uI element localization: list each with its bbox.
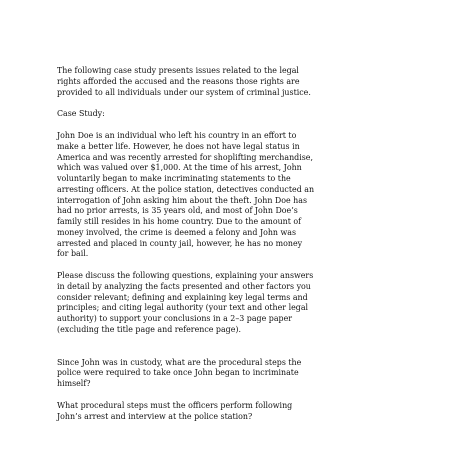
case-line-10: money involved, the crime is deemed a felony and John was <box>57 227 297 237</box>
instructions-line-5: authority) to support your conclusions in a 2–3 page paper <box>57 314 293 323</box>
question-2-line-1: What procedural steps must the officers perform following <box>57 400 293 410</box>
case-line-6: arresting officers. At the police station, detectives conducted an <box>57 184 315 194</box>
case-line-11: arrested and placed in county jail, however, he has no money <box>57 238 303 248</box>
case-line-5: voluntarily began to make incriminating statements to the <box>57 174 291 183</box>
case-line-8: had no prior arrests, is 35 years old, and most of John Doe’s <box>57 206 298 216</box>
instructions-line-1: Please discuss the following questions, explaining your answers <box>57 271 314 280</box>
intro-line-1: The following case study presents issues related to the legal <box>57 66 299 75</box>
case-line-1: John Doe is an individual who left his country in an effort to <box>57 131 297 140</box>
question-1-line-1: Since John was in custody, what are the procedural steps the <box>57 357 302 367</box>
case-study-heading <box>57 109 427 120</box>
question-1-line-3: himself? <box>57 379 91 388</box>
question-1-paragraph <box>57 358 427 390</box>
case-study-paragraph <box>57 131 427 260</box>
case-line-3: America and was recently arrested for shoplifting merchandise, <box>57 152 313 162</box>
instructions-line-6: (excluding the title page and reference page). <box>57 324 241 334</box>
question-2-line-2: John’s arrest and interview at the police station? <box>57 411 253 421</box>
question-1-line-2: police were required to take once John began to incriminate <box>57 368 299 378</box>
document-body <box>57 66 427 433</box>
paragraph-spacer <box>57 347 427 358</box>
case-study-heading-text: Case Study: <box>57 109 105 119</box>
case-line-12: for bail. <box>57 249 89 259</box>
case-line-9: family still resides in his home country. Due to the amount of <box>57 217 302 226</box>
case-line-7: interrogation of John asking him about the theft. John Doe has <box>57 195 307 205</box>
question-2-paragraph <box>57 401 427 423</box>
intro-line-3: provided to all individuals under our system of criminal justice. <box>57 87 311 97</box>
instructions-line-4: principles; and citing legal authority (your text and other legal <box>57 303 309 313</box>
case-line-2: make a better life. However, he does not have legal status in <box>57 141 300 151</box>
instructions-paragraph <box>57 271 427 336</box>
instructions-line-2: in detail by analyzing the facts presented and other factors you <box>57 281 311 291</box>
intro-line-2: rights afforded the accused and the reasons those rights are <box>57 76 300 86</box>
case-line-4: which was valued over $1,000. At the time of his arrest, John <box>57 163 302 173</box>
instructions-line-3: consider relevant; defining and explaining key legal terms and <box>57 292 308 302</box>
intro-paragraph <box>57 66 427 98</box>
